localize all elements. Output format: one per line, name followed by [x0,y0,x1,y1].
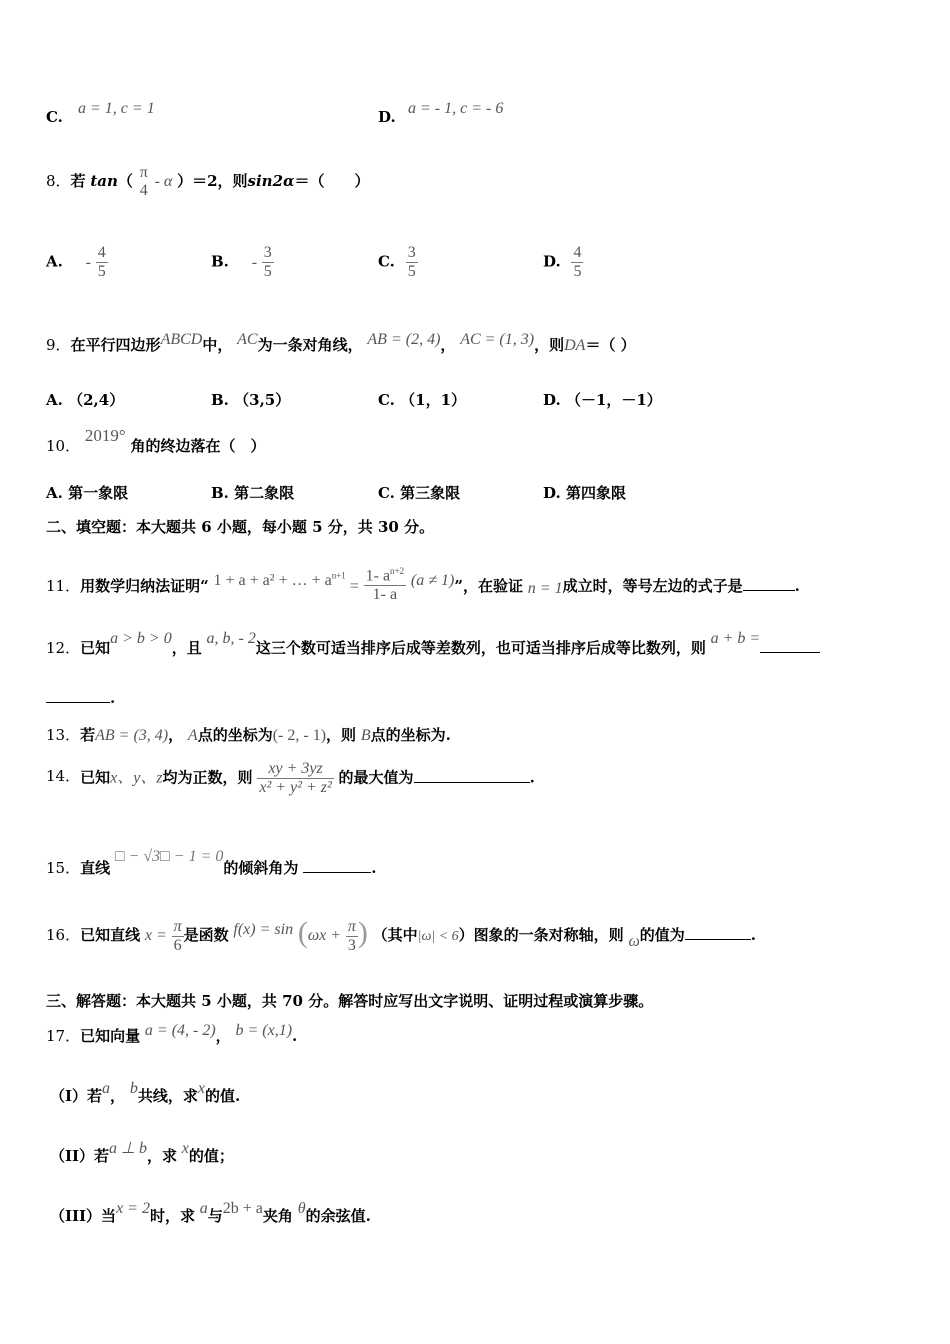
option-label: A. [46,484,63,502]
q17-math: θ [297,1200,306,1217]
q12-text: ，且 [171,639,202,657]
q12-answer-blank-2[interactable] [46,688,110,703]
q11-text: . [794,577,800,596]
question-13 [46,724,451,745]
option-text: 第一象限 [68,484,129,502]
question-number: 15． [46,859,81,877]
q7-option-c-label: C. [46,108,63,126]
q16-left-paren: ( [297,916,308,949]
q16-text: ）图象的一条对称轴，则 [458,926,624,944]
q11-frac-den: 1- a [372,586,398,604]
q11-fraction [364,562,407,604]
q17-text: 已知向量 [80,1027,141,1045]
q16-text: . [750,926,757,944]
q9-option-a [46,389,124,410]
q17-text: 的余弦值. [305,1207,371,1225]
q16-frac-den: 6 [173,936,182,954]
option-num: 3 [407,244,416,261]
q14-text: 均为正数，则 [162,768,253,787]
q15-math: □ − √3□ − 1 = 0 [114,848,224,865]
option-sign: - [85,253,91,271]
q7-option-d-label: D. [378,108,396,126]
question-number: 13． [46,726,81,744]
q8-minus-alpha: - α [154,173,173,190]
question-16 [46,914,756,955]
q17-math: x [181,1140,189,1157]
q17-math: a ⊥ b [109,1140,147,1157]
q16-text: （其中 [372,926,418,944]
q10-text: 角的终边落在（ ） [130,437,266,455]
q11-text: 成立时，等号左边的式子是 [562,577,743,596]
q17-text: 夹角 [262,1207,293,1225]
question-10 [46,426,266,456]
question-number: 11． [46,577,81,596]
q17-text: 与 [207,1207,223,1225]
q11-frac-num [364,562,407,586]
q13-math: (- 2, - 1) [272,727,327,744]
q9-text: ，则 [534,336,565,354]
option-label: D. [543,484,561,502]
question-number: 14． [46,766,81,785]
question-17 [46,1022,298,1046]
q16-math: x = [144,927,167,944]
q12-end: . [110,689,116,707]
option-label: A. [46,391,63,409]
q11-math: n = 1 [527,580,563,598]
q9-math: DA [564,337,586,354]
q16-text: 的值为 [639,926,685,944]
q17-math: x [197,1080,205,1097]
option-text: 第四象限 [565,484,626,502]
q11-text: ”，在验证 [454,577,523,596]
option-num: 4 [573,244,582,261]
q14-text: 的最大值为 [338,768,414,787]
q16-text: 是函数 [183,926,229,944]
q7-options [46,108,63,126]
q16-math: ωx + [307,927,342,944]
q9-math: AB = (2, 4) [367,331,441,348]
q8-open-paren: （ [117,172,133,190]
q16-math: |ω| < 6 [417,929,459,944]
q11-condition: (a ≠ 1) [410,572,455,590]
option-label: C. [378,252,395,271]
option-text: （－1，－1） [565,391,662,409]
q12-text: 这三个数可适当排序后成等差数列，也可适当排序后成等比数列，则 [255,639,706,657]
q8-option-c [378,244,418,281]
question-15 [46,848,377,878]
q13-math: AB = (3, 4) [95,727,169,744]
q11-frac-exponent: n+2 [390,566,405,576]
q14-text: . [529,768,535,787]
question-9 [46,331,636,355]
option-sign: - [251,253,258,271]
q11-lhs [214,572,346,589]
q17-text: ，求 [146,1147,177,1165]
q10-option-b [211,482,294,503]
q17-text: ， [215,1027,231,1045]
q17-part-1 [50,1080,241,1106]
q9-math: AC [237,331,258,348]
q11-frac-num-text: 1- a [365,567,391,585]
q16-frac-den: 3 [347,936,356,954]
q17-text: 的值. [204,1087,241,1105]
q8-text-3: ＝（ ） [294,172,370,190]
option-den: 5 [573,263,582,280]
option-text: （3,5） [234,391,291,409]
q16-math: ω [628,933,640,950]
option-den: 5 [263,263,272,280]
option-label: B. [211,484,229,502]
q9-text: ， [440,336,456,354]
q12-math: a, b, - 2 [206,630,256,647]
q11-text: 用数学归纳法证明“ [80,577,209,596]
q16-right-paren: ) [357,916,368,949]
q8-sin2a: sin2α [247,172,295,190]
option-text: （2,4） [68,391,125,409]
q17-math: a [102,1080,111,1097]
option-label: D. [543,391,561,409]
q14-math: x、y、z [110,769,163,787]
q17-text: 共线，求 [137,1087,198,1105]
q17-text: . [292,1027,298,1045]
q7-option-d-math: a = - 1, c = - 6 [408,100,504,117]
q11-lhs-exponent: n+1 [331,570,346,581]
option-num: 3 [263,244,272,261]
q13-math: A [187,727,198,744]
part-label: （III）当 [50,1207,117,1225]
option-label: C. [378,391,395,409]
q17-math: b = (x,1) [235,1022,293,1039]
q16-answer-blank[interactable] [685,925,751,940]
q9-math: AC = (1, 3) [460,331,535,348]
q9-text: 中， [202,336,233,354]
q11-lhs-text: 1 + a + a² + … + a [213,572,332,590]
option-den: 5 [97,263,106,280]
q9-option-c [378,389,466,410]
option-label: D. [543,252,561,271]
q16-frac-num: π [173,917,182,935]
q8-tan: tan [90,172,118,190]
question-number: 10． [46,437,81,455]
question-number: 8． [46,172,71,190]
q10-option-c [378,482,460,503]
q14-fraction [257,760,333,797]
q11-answer-blank[interactable] [743,576,795,591]
q10-math: 2019° [84,426,126,445]
q8-option-d [543,244,583,281]
q17-math: x = 2 [116,1200,150,1217]
q17-math: b [129,1080,138,1097]
q9-text: 为一条对角线， [257,336,363,354]
q16-frac-num: π [347,917,356,935]
option-den: 5 [407,263,416,280]
option-label: B. [211,252,229,271]
section-2-heading: 二、填空题：本大题共 6 小题，每小题 5 分，共 30 分。 [46,518,435,536]
q12-text: 已知 [80,639,111,657]
q15-text: . [371,859,377,877]
part-label: （I）若 [50,1087,103,1105]
q7-option-c-math: a = 1, c = 1 [78,100,155,117]
q13-text: ， [168,726,184,744]
q17-math: 2b + a [222,1200,263,1217]
section-3-heading: 三、解答题：本大题共 5 小题，共 70 分。解答时应写出文字说明、证明过程或演算步骤。 [46,992,654,1010]
q17-text: ， [110,1087,126,1105]
q16-fraction-pi-over-3 [346,918,358,955]
q15-text: 的倾斜角为 [223,859,299,877]
q16-math: f(x) = sin [233,921,294,938]
q14-frac-num: xy + 3yz [257,760,333,779]
q13-text: 点的坐标为 [197,726,273,744]
q10-option-d [543,482,626,503]
q13-text: 点的坐标为. [370,726,451,744]
q16-text: 已知直线 [80,926,141,944]
question-number: 16． [46,926,81,944]
q9-text: 在平行四边形 [70,336,161,354]
q17-text: 时，求 [149,1207,195,1225]
q8-frac-num: π [139,164,148,181]
question-8 [46,164,370,200]
q8-fraction-pi-over-4 [138,164,150,200]
option-label: B. [211,391,229,409]
q9-math: ABCD [160,331,203,348]
q13-text: ，则 [326,726,357,744]
option-text: （1，1） [400,391,467,409]
q9-text: ＝（ ） [585,336,636,354]
q15-text: 直线 [80,859,111,877]
q8-frac-den: 4 [139,182,148,199]
q12-answer-blank[interactable] [760,638,820,653]
q17-text: 的值； [188,1147,234,1165]
option-num: 4 [97,244,106,261]
question-number: 17． [46,1027,81,1045]
q14-answer-blank[interactable] [414,768,530,783]
option-text: 第二象限 [234,484,295,502]
q17-part-2 [50,1140,234,1166]
question-number: 12． [46,639,81,657]
q8-text: 若 [70,172,86,190]
q17-math: a [199,1200,208,1217]
q16-fraction-pi-over-6 [172,918,184,955]
q9-option-b [211,389,290,410]
q12-math: a > b > 0 [110,630,172,647]
q11-equals: = [345,578,359,596]
q14-frac-den: x² + y² + z² [259,779,332,796]
q15-answer-blank[interactable] [303,858,371,873]
q10-option-a [46,482,128,503]
question-12 [46,630,820,658]
option-label: A. [46,252,63,271]
q17-part-3 [50,1200,371,1226]
q12-math: a + b = [710,630,761,647]
q9-option-d [543,389,662,410]
q17-math: a = (4, - 2) [144,1022,216,1039]
question-number: 9． [46,336,71,354]
q8-option-b [211,244,274,281]
question-11 [46,566,800,608]
part-label: （II）若 [50,1147,110,1165]
option-label: C. [378,484,395,502]
q8-text-2: ）＝2，则 [177,172,248,190]
option-text: 第三象限 [400,484,461,502]
q13-math: B [360,727,371,744]
q12-continuation [46,688,115,707]
q8-option-a [46,244,108,281]
question-14 [46,760,535,797]
q13-text: 若 [80,726,96,744]
q14-text: 已知 [80,768,111,787]
